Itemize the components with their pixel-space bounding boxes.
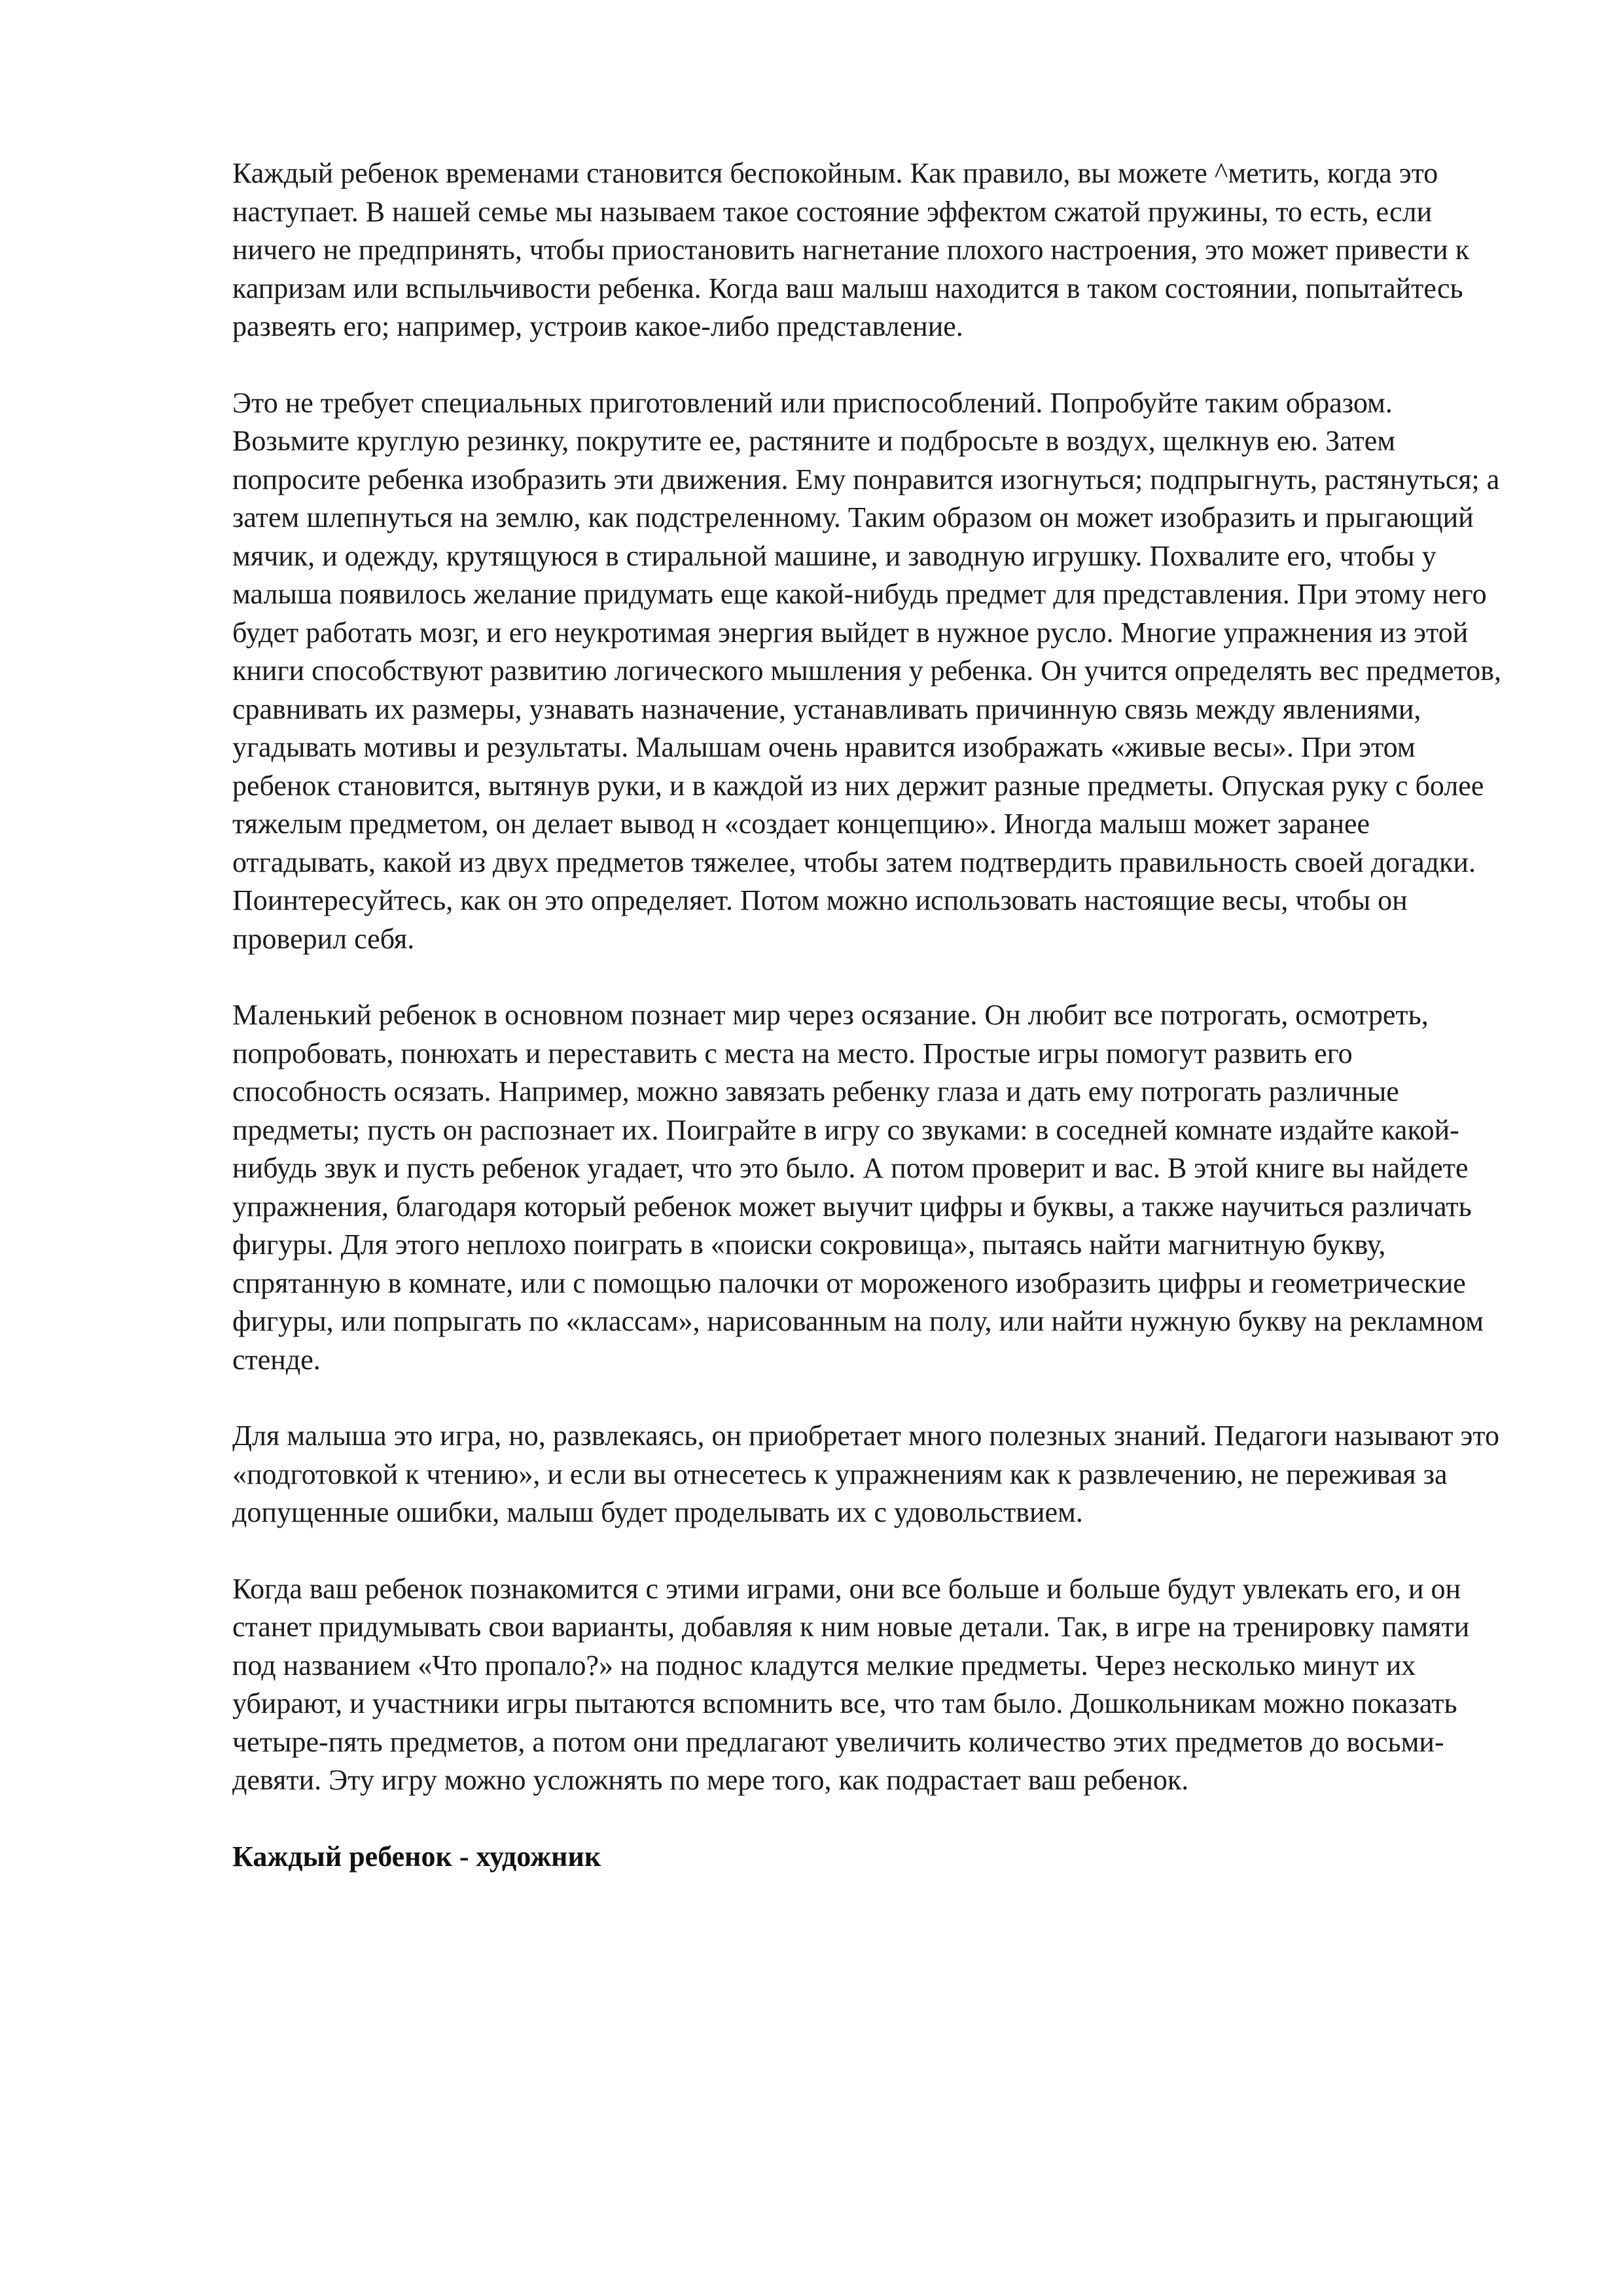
section-heading: Каждый ребенок - художник — [232, 1840, 601, 1873]
paragraph-memory-game: Когда ваш ребенок познакомится с этими играми, они все больше и больше будут увлекать его, и он станет придумывать свои варианты, добавляя к ним новые детали. Так, в игре на тренировку памяти под названием «Что пропало?» на поднос кладутся мелкие предметы. Через несколько минут их убирают, и участники игры пытаются вспомнить все, что там было. Дошкольникам можно показать четыре-пять предметов, а потом они предлагают увеличить количество этих предметов до восьми-девяти. Эту игру можно усложнять по мере того, как подрастает ваш ребенок. — [232, 1572, 1470, 1796]
paragraph-reading-preparation: Для малыша это игра, но, развлекаясь, он приобретает много полезных знаний. Педагоги называют это «подготовкой к чтению», и если вы отнесетесь к упражнениям как к развлечению, не переживая за допущенные ошибки, малыш будет проделывать их с удовольствием. — [232, 1420, 1499, 1528]
paragraph-performance-games: Это не требует специальных приготовлений или приспособлений. Попробуйте таким образом. Возьмите круглую резинку, покрутите ее, растяните и подбросьте в воздух, щелкнув ею. Затем попросите ребенка изобразить эти движения. Ему понравится изогнуться; подпрыгнуть, растянуться; а затем шлепнуться на землю, как подстреленному. Таким образом он может изобразить и прыгающий мячик, и одежду, крутящуюся в стиральной машине, и заводную игрушку. Похвалите его, чтобы у малыша появилось желание придумать еще какой-нибудь предмет для представления. При этому него будет работать мозг, и его неукротимая энергия выйдет в нужное русло. Многие упражнения из этой книги способствуют развитию логического мышления у ребенка. Он учится определять вес предметов, сравнивать их размеры, узнавать назначение, устанавливать причинную связь между явлениями, угадывать мотивы и результаты. Малышам очень нравится изображать «живые весы». При этом ребенок становится, вытянув руки, и в каждой из них держит разные предметы. Опуская руку с более тяжелым предметом, он делает вывод н «создает концепцию». Иногда малыш может заранее отгадывать, какой из двух предметов тяжелее, чтобы затем подтвердить правильность своей догадки. Поинтересуйтесь, как он это определяет. Потом можно использовать настоящие весы, чтобы он проверил себя. — [232, 386, 1502, 955]
paragraph-restless-child: Каждый ребенок временами становится беспокойным. Как правило, вы можете ^метить, когда это наступает. В нашей семье мы называем такое состояние эффектом сжатой пружины, то есть, если ничего не предпринять, чтобы приостановить нагнетание плохого настроения, это может привести к капризам или вспыльчивости ребенка. Когда ваш малыш находится в таком состоянии, попытайтесь развеять его; например, устроив какое-либо представление. — [232, 157, 1470, 342]
document-body — [232, 154, 1508, 1876]
paragraph-touch-senses: Маленький ребенок в основном познает мир через осязание. Он любит все потрогать, осмотреть, попробовать, понюхать и переставить с места на место. Простые игры помогут развить его способность осязать. Например, можно завязать ребенку глаза и дать ему потрогать различные предметы; пусть он распознает их. Поиграйте в игру со звуками: в соседней комнате издайте какой-нибудь звук и пусть ребенок угадает, что это было. А потом проверит и вас. В этой книге вы найдете упражнения, благодаря который ребенок может выучит цифры и буквы, а также научиться различать фигуры. Для этого неплохо поиграть в «поиски сокровища», пытаясь найти магнитную букву, спрятанную в комнате, или с помощью палочки от мороженого изобразить цифры и геометрические фигуры, или попрыгать по «классам», нарисованным на полу, или найти нужную букву на рекламном стенде. — [232, 999, 1484, 1376]
